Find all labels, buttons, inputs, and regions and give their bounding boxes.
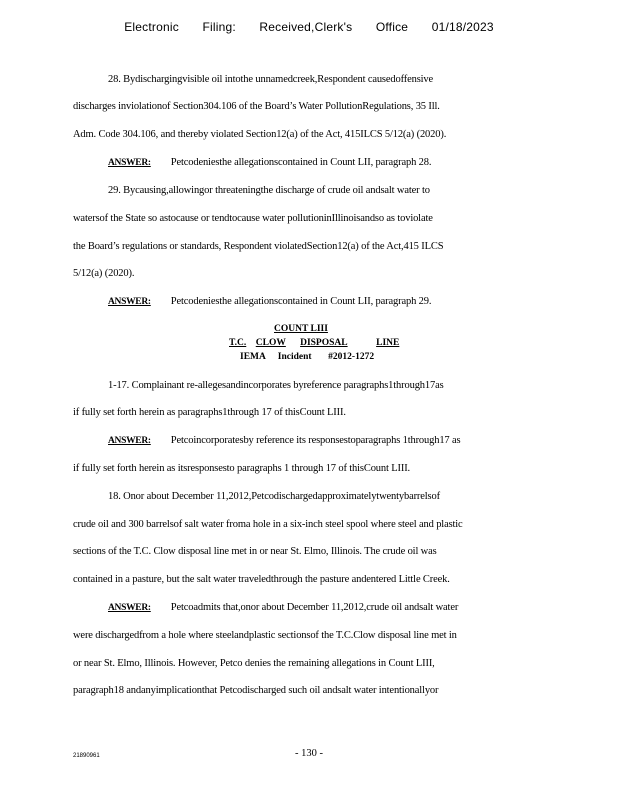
count-title: COUNT LIII: [274, 324, 328, 334]
para-29-line-2: watersof the State so astocause or tendtocause water pollutioninIllinoisandso as toviolate: [73, 213, 433, 224]
count-incident: [240, 352, 374, 362]
answer-28-text: Petcodeniesthe allegationscontained in Count LII, paragraph 28.: [170, 157, 432, 168]
caption-iema: IEMA: [240, 352, 266, 362]
para-28-line-2: discharges inviolationof Section304.106 of the Board’s Water PollutionRegulations, 35 Ill.: [73, 101, 440, 112]
caption-incident: Incident: [277, 352, 312, 362]
count-subtitle: [229, 338, 399, 348]
answer-1-17-text: Petcoincorporatesby reference its responsestoparagraphs 1through17 as: [170, 435, 461, 446]
para-29-line-3: the Board’s regulations or standards, Respondent violatedSection12(a) of the Act,415 ILCS: [73, 241, 444, 252]
para-1-17-line-1: 1-17. Complainant re-allegesandincorporates byreference paragraphs1through17as: [108, 380, 444, 391]
para-18-line-2: crude oil and 300 barrelsof salt water froma hole in a six-inch steel spool where steel and plastic: [73, 519, 463, 530]
filing-header: [0, 20, 618, 34]
answer-18-line-4: paragraph18 andanyimplicationthat Petcodischarged such oil andsalt water intentionallyor: [73, 685, 439, 696]
answer-29: [108, 296, 431, 307]
para-1-17-line-2: if fully set forth herein as paragraphs1through 17 of thisCount LIII.: [73, 407, 346, 418]
answer-18-line-3: or near St. Elmo, Illinois. However, Petco denies the remaining allegations in Count LIII,: [73, 658, 435, 669]
answer-18-line-2: were dischargedfrom a hole where steelandplastic sectionsof the T.C.Clow disposal line met in: [73, 630, 457, 641]
answer-label: ANSWER:: [108, 297, 151, 307]
answer-1-17-line-2: if fully set forth herein as itsresponsesto paragraphs 1 through 17 of thisCount LIII.: [73, 463, 411, 474]
header-electronic: Electronic: [124, 20, 179, 34]
answer-label: ANSWER:: [108, 158, 151, 168]
answer-label: ANSWER:: [108, 436, 151, 446]
header-filing: Filing:: [202, 20, 236, 34]
answer-label: ANSWER:: [108, 603, 151, 613]
caption-clow: CLOW: [255, 338, 286, 348]
caption-line: LINE: [376, 338, 400, 348]
para-28-line-1: 28. Bydischargingvisible oil intothe unnamedcreek,Respondent causedoffensive: [108, 74, 434, 85]
header-office: Office: [375, 20, 409, 34]
para-18-line-1: 18. Onor about December 11,2012,Petcodischargedapproximatelytwentybarrelsof: [108, 491, 440, 502]
para-28-line-3: Adm. Code 304.106, and thereby violated Section12(a) of the Act, 415ILCS 5/12(a) (2020).: [73, 129, 447, 140]
answer-29-text: Petcodeniesthe allegationscontained in Count LII, paragraph 29.: [170, 296, 432, 307]
caption-incident-number: #2012-1272: [328, 352, 375, 362]
para-18-line-4: contained in a pasture, but the salt water traveledthrough the pasture andentered Little Creek.: [73, 574, 450, 585]
document-id: 21890961: [73, 753, 100, 759]
para-29-line-1: 29. Bycausing,allowingor threateningthe discharge of crude oil andsalt water to: [108, 185, 430, 196]
page-number: - 130 -: [295, 748, 323, 759]
answer-28: [108, 157, 431, 168]
para-18-line-3: sections of the T.C. Clow disposal line met in or near St. Elmo, Illinois. The crude oil was: [73, 546, 437, 557]
answer-18: [108, 602, 458, 613]
header-date: 01/18/2023: [431, 20, 494, 34]
caption-tc: T.C.: [229, 338, 247, 348]
answer-1-17: [108, 435, 460, 446]
caption-disposal: DISPOSAL: [300, 338, 348, 348]
header-received: Received,Clerk's: [259, 20, 353, 34]
answer-18-text: Petcoadmits that,onor about December 11,2012,crude oil andsalt water: [170, 602, 459, 613]
para-29-line-4: 5/12(a) (2020).: [73, 268, 135, 279]
